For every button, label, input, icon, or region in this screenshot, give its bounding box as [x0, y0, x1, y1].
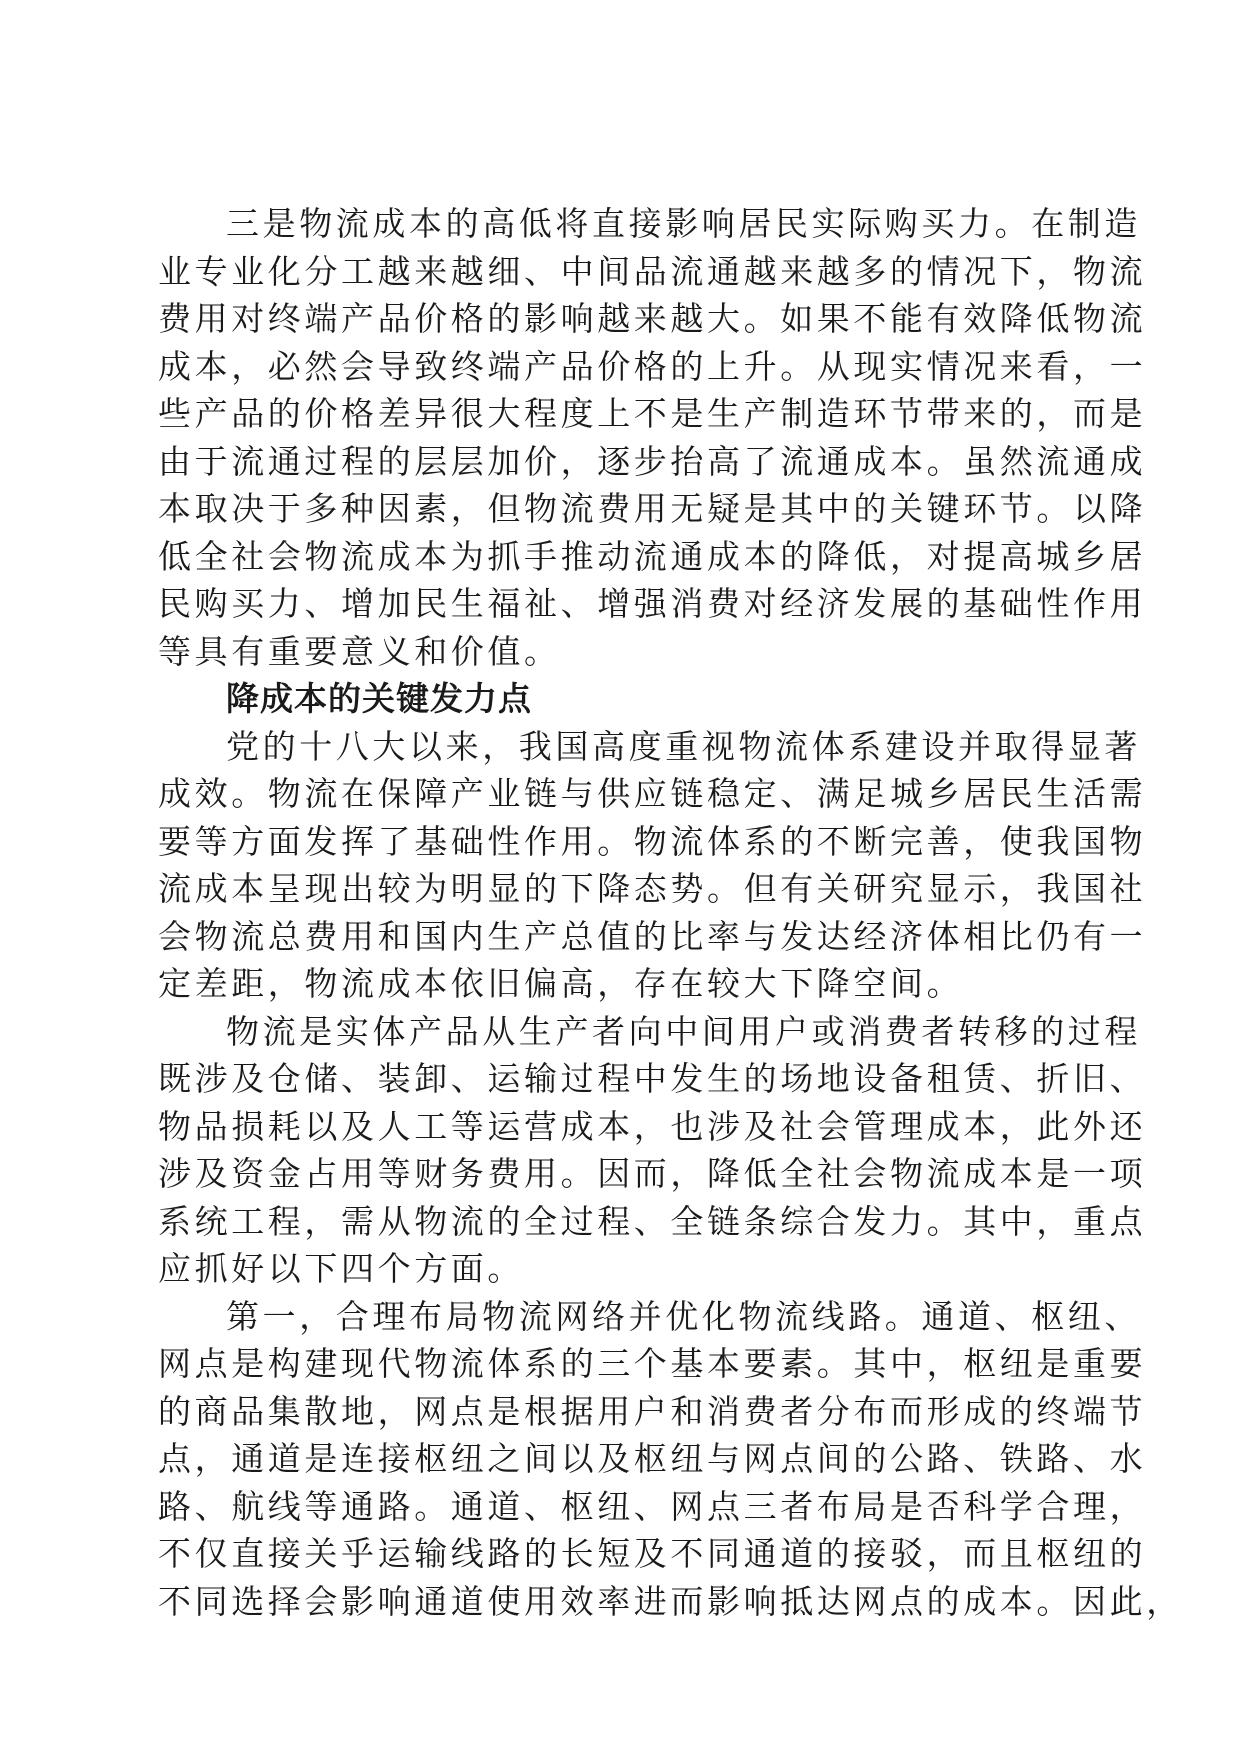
paragraph-line: 不同选择会影响通道使用效率进而影响抵达网点的成本。因此， — [158, 1581, 1183, 1621]
paragraph-line: 点，通道是连接枢纽之间以及枢纽与网点间的公路、铁路、水 — [158, 1439, 1147, 1478]
paragraph-line: 业专业化分工越来越细、中间品流通越来越多的情况下，物流 — [158, 251, 1147, 291]
paragraph-line: 成效。物流在保障产业链与供应链稳定、满足城乡居民生活需 — [158, 774, 1147, 813]
paragraph-line: 民购买力、增加民生福祉、增强消费对经济发展的基础性作用 — [158, 584, 1147, 623]
article-body — [158, 200, 1183, 1625]
paragraph-line: 的商品集散地，网点是根据用户和消费者分布而形成的终端节 — [158, 1391, 1147, 1431]
paragraph-line: 物品损耗以及人工等运营成本，也涉及社会管理成本，此外还 — [158, 1106, 1147, 1146]
paragraph-line: 既涉及仓储、装卸、运输过程中发生的场地设备租赁、折旧、 — [158, 1059, 1147, 1098]
paragraph-line: 要等方面发挥了基础性作用。物流体系的不断完善，使我国物 — [158, 821, 1147, 861]
section-heading: 降成本的关键发力点 — [226, 679, 532, 718]
paragraph-line: 成本，必然会导致终端产品价格的上升。从现实情况来看，一 — [158, 346, 1147, 386]
paragraph-line: 物流是实体产品从生产者向中间用户或消费者转移的过程 — [226, 1011, 1141, 1051]
paragraph-line: 党的十八大以来，我国高度重视物流体系建设并取得显著 — [226, 726, 1141, 766]
paragraph-line: 系统工程，需从物流的全过程、全链条综合发力。其中，重点 — [158, 1201, 1147, 1241]
paragraph-line: 涉及资金占用等财务费用。因而，降低全社会物流成本是一项 — [158, 1154, 1147, 1193]
paragraph-line: 路、航线等通路。通道、枢纽、网点三者布局是否科学合理， — [158, 1486, 1147, 1526]
paragraph-line: 网点是构建现代物流体系的三个基本要素。其中，枢纽是重要 — [158, 1344, 1147, 1383]
paragraph-line: 本取决于多种因素，但物流费用无疑是其中的关键环节。以降 — [158, 489, 1147, 528]
paragraph-line: 流成本呈现出较为明显的下降态势。但有关研究显示，我国社 — [158, 869, 1147, 908]
paragraph-line: 低全社会物流成本为抓手推动流通成本的降低，对提高城乡居 — [158, 536, 1147, 576]
paragraph-line: 三是物流成本的高低将直接影响居民实际购买力。在制造 — [226, 204, 1141, 243]
paragraph-line: 应抓好以下四个方面。 — [158, 1249, 524, 1288]
paragraph-line: 些产品的价格差异很大程度上不是生产制造环节带来的，而是 — [158, 394, 1147, 433]
paragraph-line: 定差距，物流成本依旧偏高，存在较大下降空间。 — [158, 964, 964, 1003]
paragraph-line: 费用对终端产品价格的影响越来越大。如果不能有效降低物流 — [158, 299, 1147, 338]
paragraph-line: 由于流通过程的层层加价，逐步抬高了流通成本。虽然流通成 — [158, 441, 1147, 481]
paragraph-line: 第一，合理布局物流网络并优化物流线路。通道、枢纽、 — [226, 1296, 1141, 1336]
paragraph-line: 等具有重要意义和价值。 — [158, 631, 561, 671]
paragraph-line: 不仅直接关乎运输线路的长短及不同通道的接驳，而且枢纽的 — [158, 1534, 1147, 1573]
paragraph-line: 会物流总费用和国内生产总值的比率与发达经济体相比仍有一 — [158, 916, 1147, 956]
